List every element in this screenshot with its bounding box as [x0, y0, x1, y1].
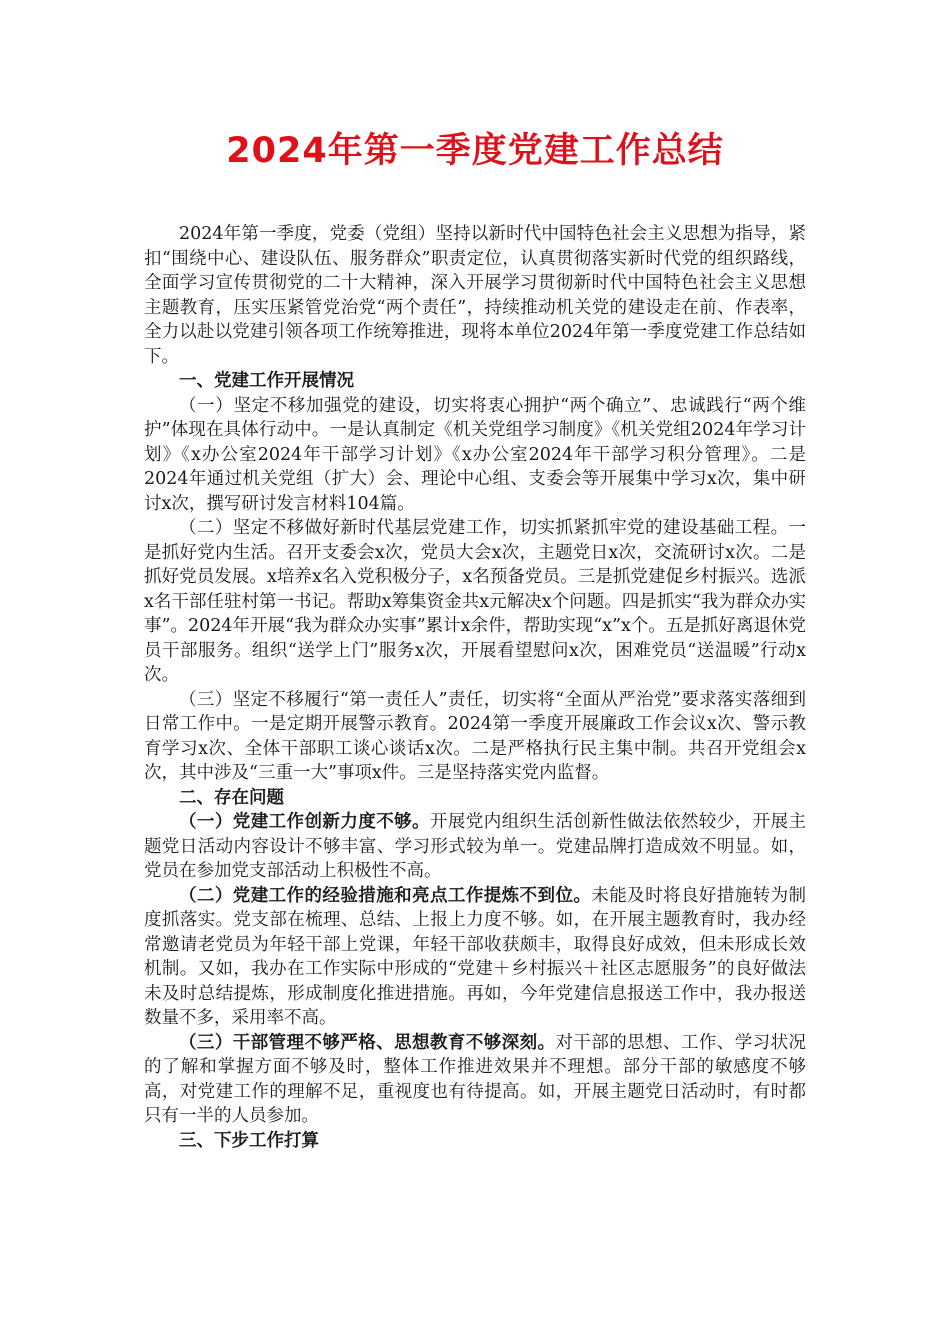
document-body — [144, 222, 806, 1153]
section-heading-2: 二、存在问题 — [179, 787, 284, 808]
section2-paragraph-2 — [144, 884, 806, 1031]
section2-p1-lead: （一）党建工作创新力度不够。 — [179, 812, 430, 832]
section1-paragraph-3: （三）坚定不移履行“第一责任人”责任，切实将“全面从严治党”要求落实落细到日常工作中。一是定期开展警示教育。2024第一季度开展廉政工作会议x次、警示教育学习x次、全体干部职工谈心谈话x次。二是严格执行民主集中制。共召开党组会x次，其中涉及“三重一大”事项x件。三是坚持落实党内监督。 — [144, 689, 806, 783]
section1-paragraph-2: （二）坚定不移做好新时代基层党建工作，切实抓紧抓牢党的建设基础工程。一是抓好党内生活。召开支委会x次，党员大会x次，主题党日x次，交流研讨x次。二是抓好党员发展。x培养x名入党积极分子，x名预备党员。三是抓党建促乡村振兴。选派x名干部任驻村第一书记。帮助x筹集资金共x元解决x个问题。四是抓实“我为群众办实事”。2024年开展“我为群众办实事”累计x余件，帮助实现“x”x个。五是抓好离退休党员干部服务。组织“送学上门”服务x次，开展看望慰问x次，困难党员“送温暖”行动x次。 — [144, 518, 806, 685]
section2-p3-lead: （三）干部管理不够严格、思想教育不够深刻。 — [179, 1032, 556, 1053]
section2-p2-text: 未能及时将良好措施转为制度抓落实。党支部在梳理、总结、上报上力度不够。如，在开展主题教育时，我办经常邀请老党员为年轻干部上党课，年轻干部收获颇丰，取得良好成效，但未形成长效机制。又如，我办在工作实际中形成的“党建＋乡村振兴＋社区志愿服务”的良好做法未及时总结提炼，形成制度化推进措施。再如，今年党建信息报送工作中，我办报送数量不多，采用率不高。 — [144, 885, 807, 1028]
section-heading-3: 三、下步工作打算 — [179, 1130, 319, 1151]
intro-paragraph: 2024年第一季度，党委（党组）坚持以新时代中国特色社会主义思想为指导，紧扣“围绕中心、建设队伍、服务群众”职责定位，认真贯彻落实新时代党的组织路线，全面学习宣传贯彻党的二十大精神，深入开展学习贯彻新时代中国特色社会主义思想主题教育，压实压紧管党治党“两个责任”，持续推动机关党的建设走在前、作表率，全力以赴以党建引领各项工作统筹推进，现将本单位2024年第一季度党建工作总结如下。 — [144, 224, 806, 367]
section1-paragraph-1: （一）坚定不移加强党的建设，切实将衷心拥护“两个确立”、忠诚践行“两个维护”体现在具体行动中。一是认真制定《机关党组学习制度》《机关党组2024年学习计划》《x办公室2024年干部学习计划》《x办公室2024年干部学习积分管理》。二是2024年通过机关党组（扩大）会、理论中心组、支委会等开展集中学习x次，集中研讨x次，撰写研讨发言材料104篇。 — [144, 395, 806, 514]
section-heading-1: 一、党建工作开展情况 — [179, 371, 354, 391]
section2-paragraph-3 — [144, 1031, 806, 1129]
section2-p2-lead: （二）党建工作的经验措施和亮点工作提炼不到位。 — [179, 885, 592, 906]
section2-paragraph-1 — [144, 810, 806, 884]
section2-p1-text: 开展党内组织生活创新性做法依然较少，开展主题党日活动内容设计不够丰富、学习形式较为单一。党建品牌打造成效不明显。如，党员在参加党支部活动上积极性不高。 — [144, 812, 807, 881]
section2-p3-text: 对干部的思想、工作、学习状况的了解和掌握方面不够及时，整体工作推进效果并不理想。部分干部的敏感度不够高，对党建工作的理解不足，重视度也有待提高。如，开展主题党日活动时，有时都只有一半的人员参加。 — [144, 1032, 807, 1126]
document-title: 2024年第一季度党建工作总结 — [226, 131, 724, 171]
